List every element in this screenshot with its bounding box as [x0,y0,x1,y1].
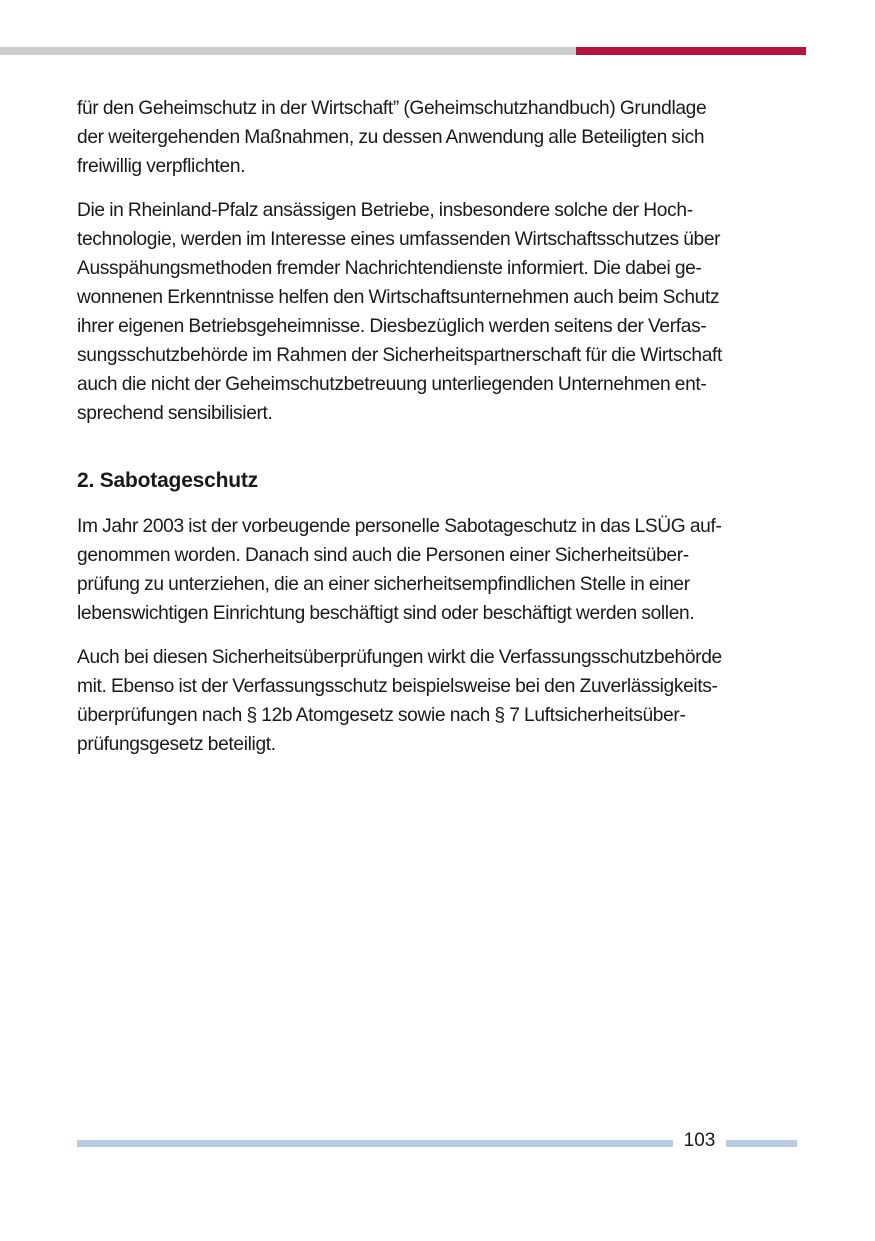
text-line: auch die nicht der Geheimschutzbetreuung unterliegenden Unternehmen ent- [77,374,707,395]
text-line: prüfungsgesetz beteiligt. [77,734,276,755]
text-line: genommen worden. Danach sind auch die Personen einer Sicherheitsüber- [77,545,689,566]
text-line: Ausspähungsmethoden fremder Nachrichtendienste informiert. Die dabei ge- [77,258,702,279]
footer-rule-left [77,1140,673,1147]
text-line: freiwillig verpflichten. [77,156,246,177]
page-body [77,94,801,774]
paragraph-sabotage-2003 [77,512,801,628]
text-line: sungsschutzbehörde im Rahmen der Sicherheitspartnerschaft für die Wirtschaft [77,345,722,366]
text-line: technologie, werden im Interesse eines umfassenden Wirtschaftsschutzes über [77,229,721,250]
header-rule-grey [0,47,576,55]
text-line: Im Jahr 2003 ist der vorbeugende personelle Sabotageschutz in das LSÜG auf- [77,516,722,537]
text-line: der weitergehenden Maßnahmen, zu dessen Anwendung alle Beteiligten sich [77,127,705,148]
text-line: ihrer eigenen Betriebsgeheimnisse. Diesbezüglich werden seitens der Verfas- [77,316,707,337]
paragraph-intro-continuation [77,94,801,181]
page-number: 103 [683,1130,716,1151]
header-rule-accent [576,47,806,55]
text-line: Die in Rheinland-Pfalz ansässigen Betriebe, insbesondere solche der Hoch- [77,200,693,221]
text-line: Auch bei diesen Sicherheitsüberprüfungen wirkt die Verfassungsschutzbehörde [77,647,722,668]
footer-rule-right [726,1140,797,1147]
text-line: überprüfungen nach § 12b Atomgesetz sowie nach § 7 Luftsicherheitsüber- [77,705,686,726]
text-line: für den Geheimschutz in der Wirtschaft” (Geheimschutzhandbuch) Grundlage [77,98,707,119]
section-heading: 2. Sabotageschutz [77,469,258,492]
paragraph-rheinland-pfalz [77,196,801,428]
text-line: sprechend sensibilisiert. [77,403,273,424]
text-line: wonnenen Erkenntnisse helfen den Wirtschaftsunternehmen auch beim Schutz [77,287,720,308]
paragraph-sicherheitsueberpruefungen [77,643,801,759]
text-line: mit. Ebenso ist der Verfassungsschutz beispielsweise bei den Zuverlässigkeits- [77,676,718,697]
text-line: prüfung zu unterziehen, die an einer sicherheitsempfindlichen Stelle in einer [77,574,690,595]
text-line: lebenswichtigen Einrichtung beschäftigt sind oder beschäftigt werden sollen. [77,603,695,624]
